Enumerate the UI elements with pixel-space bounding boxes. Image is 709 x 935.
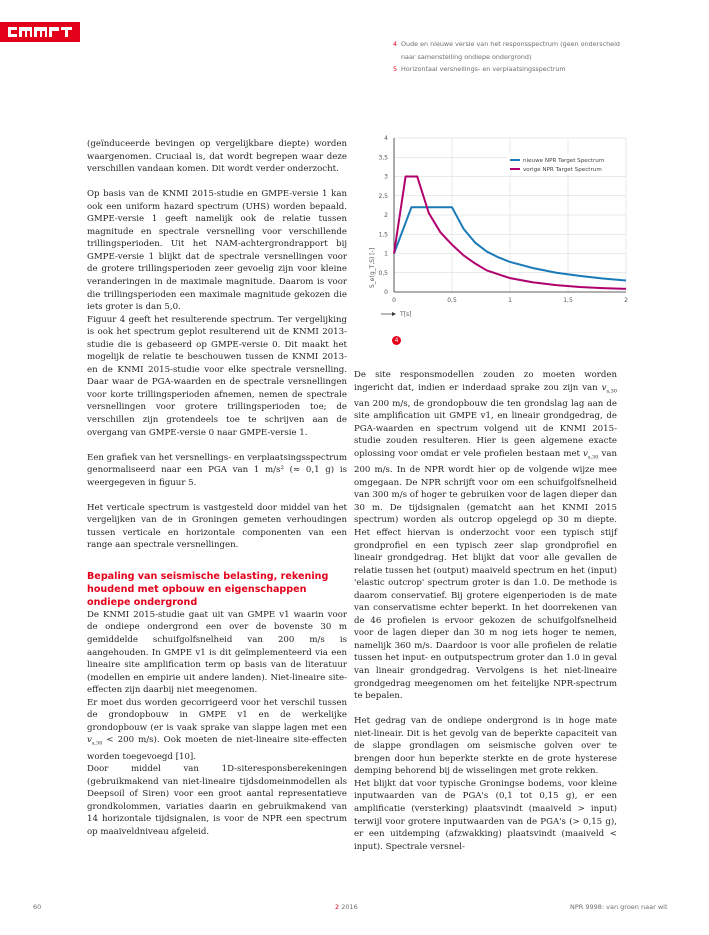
issue-label: 2 2016: [335, 903, 358, 911]
figure-captions: [393, 38, 693, 76]
paragraph: [87, 697, 347, 763]
figure-badge: 4: [392, 336, 401, 345]
page-number: 60: [33, 903, 42, 911]
caption-line: Horizontaal versnellings- en verplaatsingsspectrum: [401, 65, 566, 73]
y-tick-label: 1,5: [378, 231, 388, 239]
paragraph: De KNMI 2015-studie gaat uit van GMPE v1 waarin voor de ondiepe ondergrond een over de bovenste 30 m gemiddelde schuifgolfsnelheid van 200 m/s is aangehouden. In GMPE v1 is dit geïmplementeerd via een lineaire site amplification term op basis van de literatuur (modellen en empirie uit andere landen). Niet-lineaire site-effecten zijn daarbij niet meegenomen.: [87, 609, 347, 696]
paragraph: De site responsmodellen zouden zo moeten worden ingericht dat, indien er inderdaad sprake zou zijn van $v_{s,30}$ van 200 m/s, de grondopbouw die ten grondslag lag aan de site amplification uit GMPE v1, en lineair grondgedrag, de PGA-waarden en spectrum volgend uit de KNMI 2015-studie zouden resulteren. Hier is geen algemene exacte oplossing voor omdat er vele profielen bestaan met $v_{s,30}$ van 200 m/s. In de NPR wordt hier op de volgende wijze mee omgegaan. De NPR schrijft voor om een schuifgolfsnelheid van 300 m/s of hoger te gebruiken voor de lagen dieper dan 30 m. De tijdsignalen (gematcht aan het KNMI 2015 spectrum) worden als outcrop opgelegd op 30 m diepte. Het effect hiervan is onderzocht voor een typisch stijf grondprofiel en een typisch zeer slap grondprofiel en lineair grondgedrag. Het blijkt dat voor alle gevallen de relatie tussen het (output) maaiveld spectrum en het (input) 'elastic outcrop' spectrum groter is dan 1.0. De methode is daarom conservatief. Bij grotere eigenperioden is de mate van conservatisme echter beperkt. In het doorrekenen van de 46 profielen is ervoor gekozen de schuifgolfsnelheid voor de lagen dieper dan 30 m nog iets hoger te nemen, namelijk 360 m/s. Daardoor is voor alle profielen de relatie tussen het input- en outputspectrum groter dan 1.0 in geval van lineair grondgedrag. Vervolgens is het niet-lineaire grondgedrag meegenomen om het feitelijke NPR-spectrum te bepalen.: [354, 370, 617, 702]
right-column: [354, 369, 617, 866]
section-heading: Bepaling van seismische belasting, rekening houdend met opbouw en eigenschappen ondiepe ondergrond: [87, 570, 329, 608]
paragraph: Op basis van de KNMI 2015-studie en GMPE-versie 1 kan ook een uniform hazard spectrum (UHS) worden bepaald. GMPE-versie 1 geeft namelijk ook de relatie tussen magnitude en spectrale versnelling voor verschillende trillingsperioden. Uit het NAM-achtergrondrapport bij GMPE-versie 1 blijkt dat de spectrale versnellingen voor de grotere trillingsperioden zeer gevoelig zijn voor kleine veranderingen in de maximale magnitude. Daarom is voor die trillingsperioden een maximale magnitude gekozen die iets groter is dan 5,0.: [87, 189, 347, 313]
y-tick-label: 4: [384, 135, 388, 142]
y-tick-label: 0,5: [378, 269, 388, 277]
paragraph: Het gedrag van de ondiepe ondergrond is in hoge mate niet-lineair. Dit is het gevolg van de beperkte capaciteit van de slappe grondlagen om seismische golven over te brengen door hun beperkte sterkte en de grote hysterese demping behorend bij de wisselingen met grote rekken.: [354, 716, 617, 777]
y-tick-label: 0: [384, 289, 388, 296]
x-tick-label: 1: [508, 297, 512, 304]
caption-5: [393, 63, 693, 76]
paragraph: Het verticale spectrum is vastgesteld door middel van het vergelijken van de in Groningen gemeten verhoudingen tussen verticale en horizontale componenten van een range aan spectrale versnellingen.: [87, 502, 347, 551]
left-column: [87, 138, 347, 851]
text-run: Er moet dus worden gecorrigeerd voor het verschil tussen de grondopbouw in GMPE v1 en de werkelijke grondopbouw (er is vaak sprake van slappe lagen met een: [87, 697, 347, 733]
legend-entry: nieuwe NPR Target Spectrum: [523, 158, 605, 164]
x-axis-arrowhead: [392, 312, 396, 316]
x-tick-label: 1,5: [563, 297, 573, 304]
y-tick-label: 3: [384, 173, 388, 181]
x-tick-label: 0: [392, 297, 396, 304]
vs30-symbol: $v_{s,30}$: [601, 382, 617, 395]
y-tick-label: 2,5: [378, 192, 388, 200]
caption-number: 5: [393, 65, 398, 73]
paragraph: Door middel van 1D-siteresponsberekeningen (gebruikmakend van niet-lineaire tijdsdomeinmodellen als Deepsoil of Siren) voor een groot aantal representatieve grondkolommen, variaties daarin en gebruikmakend van 14 horizontale tijdsignalen, is voor de NPR een spectrum op maaiveldniveau afgeleid.: [87, 764, 347, 837]
logo-wordmark: [8, 26, 72, 38]
paragraph: Figuur 4 geeft het resulterende spectrum. Ter vergelijking is ook het spectrum geplot resulterend uit de KNMI 2013-studie die is gebaseerd op GMPE-versie 0. Dit maakt het mogelijk de relatie te beschouwen tussen de KNMI 2013- en de KNMI 2015-studie voor elke spectrale versnelling. Daar waar de PGA-waarden en de spectrale versnellingen voor korte trillingsperioden afnemen, nemen de spectrale versnellingen voor grotere trillingsperioden toe; de verschillen zijn grotendeels toe te schrijven aan de overgang van GMPE-versie 0 naar GMPE-versie 1.: [87, 314, 347, 438]
x-tick-label: 2: [624, 297, 628, 304]
text-run: < 200 m/s). Ook moeten de niet-lineaire site-effecten worden toegevoegd [10].: [87, 735, 347, 762]
y-axis-label: S_e(g_T,S) [-]: [369, 247, 376, 288]
response-spectrum-chart: [364, 130, 634, 330]
paragraph: (geïnduceerde bevingen op vergelijkbare diepte) worden waargenomen. Cruciaal is, dat wordt begrepen waar deze verschillen vandaan komen. Dit wordt verder onderzocht.: [87, 139, 347, 175]
caption-line: naar samenstelling ondiepe ondergrond): [401, 52, 532, 61]
paragraph: Het blijkt dat voor typische Groningse bodems, voor kleine inputwaarden van de PGA's (0,1 tot 0,15 g), er een amplificatie (versterking) plaatsvindt (maaiveld > input) terwijl voor grotere inputwaarden van de PGA's (> 0,15 g), er een uitdemping (afzwakking) plaatsvindt (maaiveld < input). Spectrale versnel-: [354, 778, 617, 852]
y-tick-label: 3,5: [378, 154, 388, 162]
x-tick-label: 0,5: [447, 297, 457, 304]
caption-number: 4: [393, 40, 398, 48]
x-axis-label: T[s]: [400, 311, 412, 318]
magazine-logo: [0, 22, 80, 42]
caption-line: Oude en nieuwe versie van het responsspectrum (geen onderscheid: [401, 40, 620, 48]
y-tick-label: 1: [384, 250, 388, 258]
legend-entry: vorige NPR Target Spectrum: [523, 167, 602, 173]
y-tick-label: 2: [384, 212, 388, 219]
journal-title: NPR 9998: van groen naar wit: [570, 903, 668, 911]
caption-4: [393, 38, 693, 63]
paragraph: Een grafiek van het versnellings- en verplaatsingsspectrum genormaliseerd naar een PGA van 1 m/s² (≈ 0,1 g) is weergegeven in figuur 5.: [87, 452, 347, 488]
vs30-symbol: $v_{s,30}$: [583, 449, 599, 461]
vs30-symbol: $v_{s,30}$: [87, 735, 103, 748]
